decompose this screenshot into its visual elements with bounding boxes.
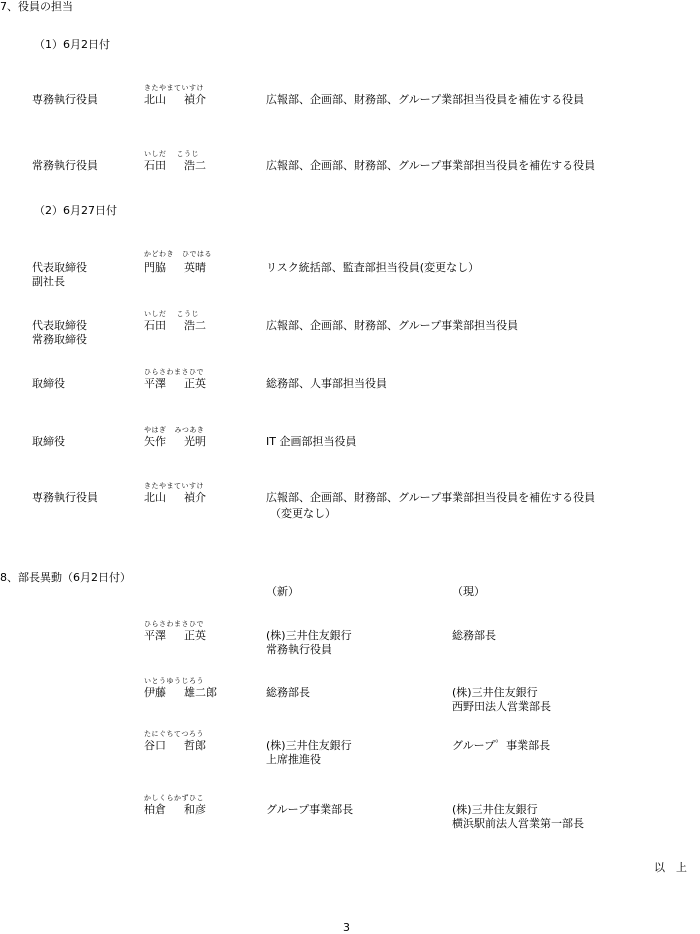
officer-name: 平澤 正英 [144,377,206,390]
person-name: 谷口 哲郎 [144,739,206,752]
officer-title: 代表取締役 [32,319,87,332]
name-ruby: ひらさわまさひで [144,368,204,376]
officer-title: 専務執行役員 [32,93,98,106]
new-position-2: 上席推進役 [266,753,321,766]
officer-duty: 広報部、企画部、財務部、グループ業部担当役員を補佐する役員 [266,93,585,106]
officer-title: 専務執行役員 [32,491,98,504]
name-ruby: きたやまていすけ [144,84,204,92]
officer-title-2: 常務取締役 [32,333,87,346]
officer-title-2: 副社長 [32,275,65,288]
officer-name: 門脇 英晴 [144,261,206,274]
officer-duty: IT 企画部担当役員 [266,435,357,448]
officer-name: 石田 浩二 [144,159,206,172]
new-position: グループ事業部長 [266,803,354,816]
name-ruby: ひらさわまさひで [144,620,204,628]
officer-name: 石田 浩二 [144,319,206,332]
officer-title: 取締役 [32,435,65,448]
current-position-2: 横浜駅前法人営業第一部長 [452,817,584,830]
officer-title: 代表取締役 [32,261,87,274]
name-ruby: いとうゆうじろう [144,677,204,685]
new-position: (株)三井住友銀行 [266,629,352,642]
closing-mark: 以 上 [654,861,687,874]
current-position: 総務部長 [452,629,496,642]
section7-heading: 7、役員の担当 [0,0,73,13]
new-position: (株)三井住友銀行 [266,739,352,752]
name-ruby: いしだ こうじ [144,310,199,318]
current-position-2: 西野田法人営業部長 [452,700,551,713]
person-name: 伊藤 雄二郎 [144,686,217,699]
section7-sub1: （1）6月2日付 [34,38,110,51]
name-ruby: いしだ こうじ [144,150,199,158]
officer-name: 北山 禎介 [144,93,206,106]
name-ruby: きたやまていすけ [144,482,204,490]
officer-duty-note: （変更なし） [270,507,336,520]
current-position: グループ゜事業部長 [452,739,551,752]
current-position: (株)三井住友銀行 [452,803,538,816]
column-current-header: （現） [452,585,485,598]
officer-name: 矢作 光明 [144,435,206,448]
page-number: 3 [343,921,350,934]
officer-duty: リスク統括部、監査部担当役員(変更なし） [266,261,480,274]
column-new-header: （新） [266,585,299,598]
new-position-2: 常務執行役員 [266,643,332,656]
person-name: 平澤 正英 [144,629,206,642]
name-ruby: かどわき ひではる [144,250,212,258]
section8-heading: 8、部長異動（6月2日付） [0,571,131,584]
person-name: 柏倉 和彦 [144,803,206,816]
officer-name: 北山 禎介 [144,491,206,504]
officer-title: 取締役 [32,377,65,390]
officer-title: 常務執行役員 [32,159,98,172]
officer-duty: 広報部、企画部、財務部、グループ事業部担当役員 [266,319,519,332]
new-position: 総務部長 [266,686,310,699]
officer-duty: 広報部、企画部、財務部、グループ事業部担当役員を補佐する役員 [266,491,596,504]
name-ruby: かしくらかずひこ [144,794,204,802]
section7-sub2: （2）6月27日付 [34,204,117,217]
officer-duty: 広報部、企画部、財務部、グループ事業部担当役員を補佐する役員 [266,159,596,172]
name-ruby: たにぐちてつろう [144,730,204,738]
name-ruby: やはぎ みつあき [144,426,205,434]
officer-duty: 総務部、人事部担当役員 [266,377,387,390]
current-position: (株)三井住友銀行 [452,686,538,699]
